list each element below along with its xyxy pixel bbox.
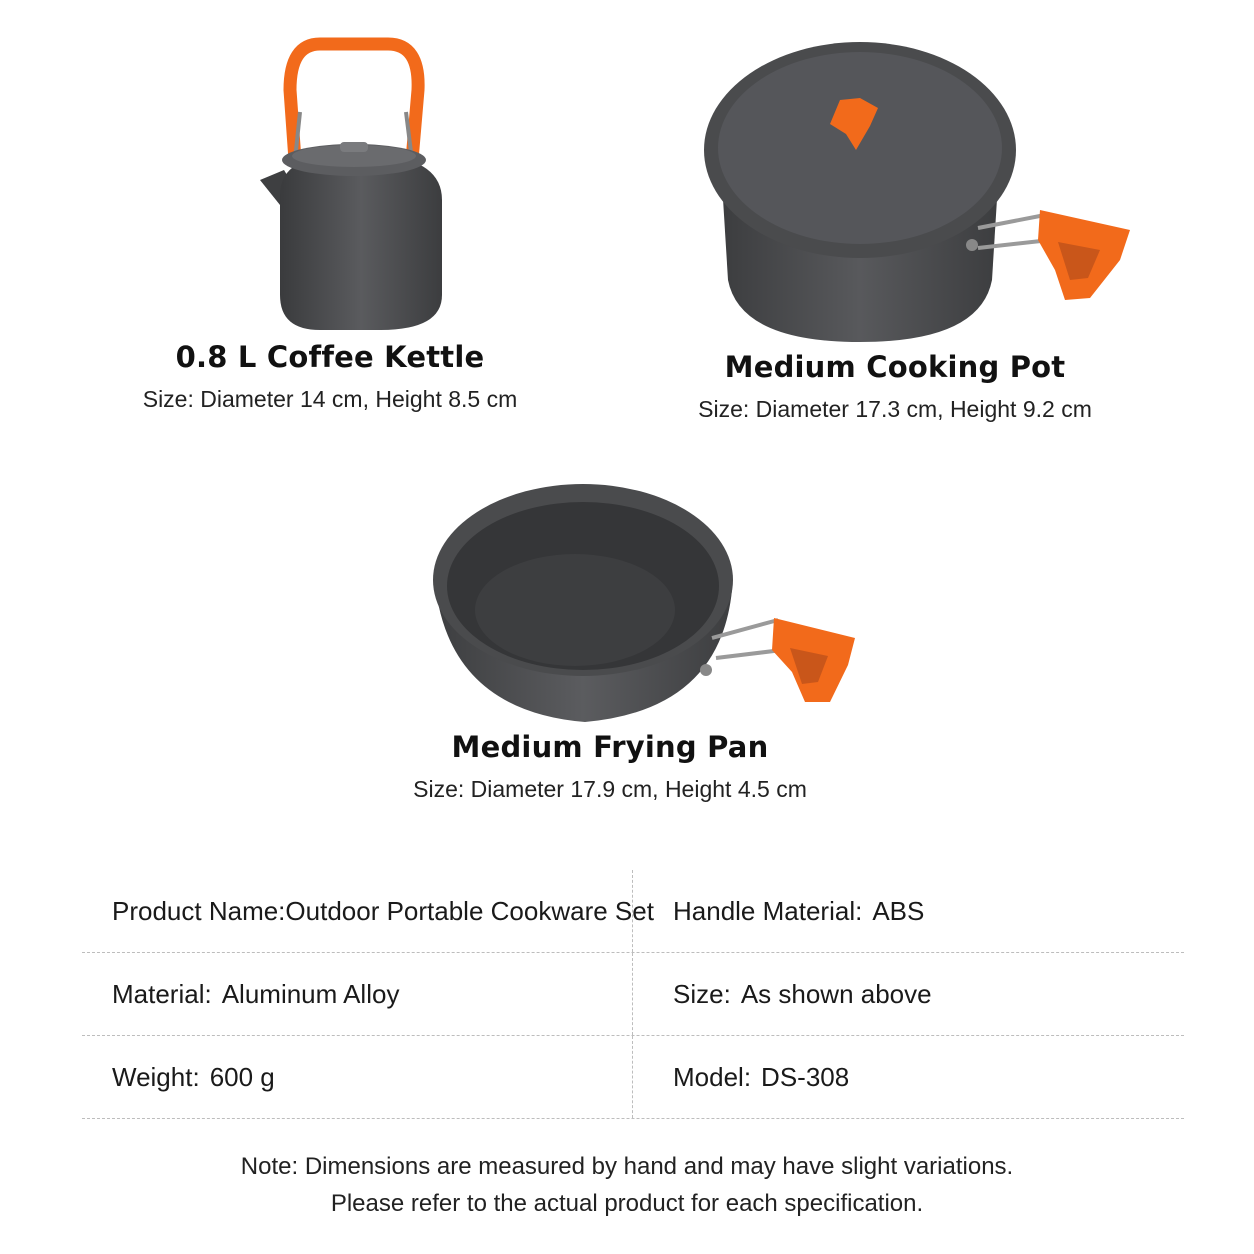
spec-weight (82, 1036, 633, 1118)
product-kettle (104, 30, 556, 413)
spec-label: Weight: (112, 1061, 200, 1092)
disclaimer-note (0, 1148, 1254, 1222)
note-line-1: Note: Dimensions are measured by hand and may have slight variations. (240, 1153, 1014, 1180)
pan-title: Medium Frying Pan (451, 730, 769, 764)
spec-label: Product Name: (112, 895, 286, 926)
spec-product-name (82, 870, 654, 952)
spec-value: Outdoor Portable Cookware Set (285, 895, 654, 926)
spec-row (82, 1036, 1184, 1119)
kettle-size: Size: Diameter 14 cm, Height 8.5 cm (142, 386, 518, 412)
spec-value: Aluminum Alloy (221, 978, 400, 1009)
spec-size (633, 953, 1184, 1035)
product-frying-pan (360, 470, 860, 803)
spec-handle-material (633, 870, 1184, 952)
spec-table (82, 870, 1184, 1119)
spec-label: Size: (673, 978, 731, 1009)
product-cooking-pot (660, 30, 1130, 423)
spec-material (82, 953, 633, 1035)
spec-value: DS-308 (761, 1061, 850, 1092)
pot-size: Size: Diameter 17.3 cm, Height 9.2 cm (698, 396, 1092, 422)
pan-size: Size: Diameter 17.9 cm, Height 4.5 cm (413, 776, 807, 802)
cooking-pot-icon (660, 30, 1130, 350)
frying-pan-icon (360, 470, 860, 730)
spec-value: 600 g (209, 1061, 275, 1092)
pot-title: Medium Cooking Pot (724, 350, 1066, 384)
spec-row (82, 870, 1184, 953)
spec-row (82, 953, 1184, 1036)
note-line-2: Please refer to the actual product for each specification. (330, 1190, 924, 1217)
spec-value: ABS (872, 895, 925, 926)
spec-label: Handle Material: (673, 895, 863, 926)
kettle-title: 0.8 L Coffee Kettle (175, 340, 485, 374)
spec-value: As shown above (740, 978, 932, 1009)
spec-label: Model: (673, 1061, 752, 1092)
spec-label: Material: (112, 978, 212, 1009)
kettle-icon (180, 30, 480, 340)
spec-model (633, 1036, 1184, 1118)
